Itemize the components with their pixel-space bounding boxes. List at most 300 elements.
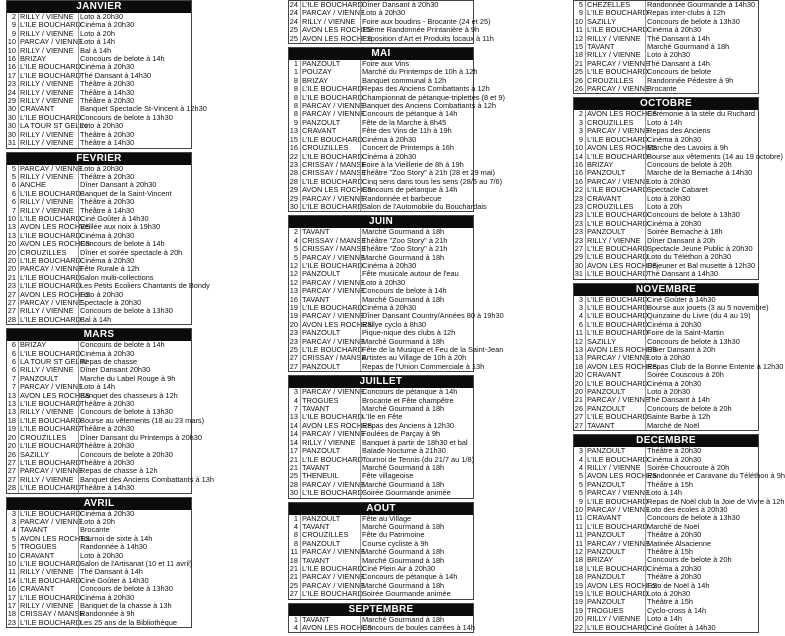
event-place: PARCAY / VIENNE <box>587 58 650 68</box>
event-day: 20 <box>7 247 16 257</box>
event-event: Loto à 20h <box>645 203 758 211</box>
event-event: Théâtre à 20h30 <box>78 97 191 105</box>
event-event: Spectacle à 20h30 <box>78 299 191 307</box>
event-day: 14 <box>289 437 298 447</box>
event-day: 30 <box>7 129 16 139</box>
event-event: Loto à 20h30 <box>78 13 191 21</box>
event-place: L'ILE BOUCHARD <box>20 213 81 223</box>
event-day: 27 <box>7 306 16 316</box>
event-place: L'ILE BOUCHARD <box>20 20 81 30</box>
event-place: THENEUIL <box>300 472 360 480</box>
event-event: Quinzaine du Livre (du 4 au 19) <box>645 312 758 320</box>
event-place: PANZOULT <box>300 270 360 278</box>
event-place: RILLY / VIENNE <box>18 408 78 416</box>
event-event: Randonnée et barbecue <box>360 195 473 203</box>
event-event: Marche des Lavoirs à 9h <box>645 144 758 152</box>
event-day: 6 <box>11 348 16 358</box>
month-header: JANVIER <box>7 1 191 13</box>
event-day: 18 <box>574 555 583 565</box>
event-place: BRIZAY <box>18 55 78 63</box>
event-day: 24 <box>7 87 16 97</box>
event-event: Concours de pétanque à 14h <box>360 186 473 194</box>
event-day: 13 <box>7 399 16 409</box>
event-place: L'ILE BOUCHARD <box>302 454 363 464</box>
event-place: RILLY / VIENNE <box>18 97 78 105</box>
event-place: BRIZAY <box>585 161 645 169</box>
event-event: Cinéma à 20h30 <box>360 153 473 161</box>
event-row <box>289 33 494 43</box>
event-place: AVON LES ROCHES <box>587 109 658 119</box>
event-place: RILLY / VIENNE <box>18 89 78 97</box>
event-day: 19 <box>574 605 583 615</box>
event-event: Loto à 20h30 <box>645 51 758 59</box>
event-event: Concours de boules carrées à 14h <box>362 623 475 632</box>
event-place: PARCAY / VIENNE <box>302 109 365 119</box>
event-day: 11 <box>575 530 583 540</box>
event-place: AVON LES ROCHES <box>587 260 658 270</box>
event-place: CROUZILLES <box>300 531 360 539</box>
event-place: RILLY / VIENNE <box>18 80 78 88</box>
event-day: 10 <box>574 143 583 153</box>
event-place: PARCAY / VIENNE <box>302 286 365 296</box>
event-place: L'ILE BOUCHARD <box>302 412 363 422</box>
month-header: SEPTEMBRE <box>289 604 473 616</box>
event-place: L'ILE BOUCHARD <box>587 134 648 144</box>
event-place: L'ILE BOUCHARD <box>302 345 363 355</box>
event-place: PANZOULT <box>300 329 360 337</box>
event-event: Randonnée et Caravane du Téléthon à 9h <box>647 471 785 481</box>
event-event: Théâtre à 20h30 <box>645 573 758 581</box>
event-day: 18 <box>7 609 16 619</box>
event-day: 11 <box>575 513 583 523</box>
month-section <box>288 215 504 372</box>
event-day: 18 <box>574 563 583 573</box>
event-event: Brocante <box>78 526 191 534</box>
event-event: Théâtre à 14h30 <box>78 207 191 215</box>
event-day: 12 <box>289 277 298 287</box>
event-event: Loto à 20h30 <box>78 552 191 560</box>
event-place: LA TOUR ST GELIN <box>20 357 87 367</box>
event-day: 16 <box>574 168 583 178</box>
event-day: 4 <box>293 235 298 245</box>
event-place: L'ILE BOUCHARD <box>302 488 363 498</box>
month-header: FEVRIER <box>7 153 191 165</box>
event-place: L'ILE BOUCHARD <box>20 415 81 425</box>
event-place: L'ILE BOUCHARD <box>20 112 81 122</box>
event-place: PANZOULT <box>585 548 645 556</box>
event-place: PANZOULT <box>300 363 360 371</box>
event-place: L'ILE BOUCHARD <box>587 294 648 304</box>
event-event: Loto à 20h30 <box>645 354 758 362</box>
event-place: PARCAY / VIENNE <box>20 382 83 392</box>
event-event: Marché Gourmand à 18h <box>360 338 473 346</box>
event-event: Marché Gourmand à 18h <box>360 405 473 413</box>
event-place: L'ILE BOUCHARD <box>587 243 648 253</box>
event-event: Théâtre à 20h30 <box>78 198 191 206</box>
event-place: RILLY / VIENNE <box>18 47 78 55</box>
event-event: Théâtre à 20h30 <box>645 531 758 539</box>
event-event: Concours de belote à 13h30 <box>645 18 758 26</box>
event-event: Loto de Noël à 14h <box>645 582 758 590</box>
event-place: PARCAY / VIENNE <box>20 163 83 173</box>
event-day: 26 <box>574 75 583 85</box>
event-day: 14 <box>289 420 298 430</box>
event-day: 5 <box>578 488 583 498</box>
event-event: Matinée Alsacienne <box>645 540 758 548</box>
event-place: L'ILE BOUCHARD <box>587 328 648 338</box>
event-day: 8 <box>293 538 298 548</box>
month-header: AOUT <box>289 503 473 515</box>
event-event: Loto à 20h <box>78 518 191 526</box>
event-event: Les Petits Ecoliers Chantants de Bondy <box>80 281 210 291</box>
event-event: Dîner Dansant Country/Années 80 à 19h30 <box>362 311 504 321</box>
event-day: 18 <box>574 361 583 371</box>
event-place: L'ILE BOUCHARD <box>587 210 648 220</box>
event-event: Marché Gourmand à 18h <box>645 43 758 51</box>
event-day: 23 <box>574 201 583 211</box>
event-event: Tournoi de sixte à 14h <box>78 535 191 543</box>
event-day: 11 <box>575 521 583 531</box>
event-place: PARCAY / VIENNE <box>302 277 365 287</box>
event-day: 20 <box>7 432 16 442</box>
event-day: 6 <box>11 340 16 350</box>
event-event: Ciné Goûter à 14h30 <box>78 577 191 585</box>
month-section <box>288 502 474 600</box>
event-event: Cinéma à 20h30 <box>78 63 191 71</box>
event-place: L'ILE BOUCHARD <box>587 151 648 161</box>
event-event: Cinéma à 20h30 <box>78 594 191 602</box>
event-place: PARCAY / VIENNE <box>302 572 365 582</box>
event-day: 28 <box>289 479 298 489</box>
event-day: 12 <box>289 260 298 270</box>
event-day: 3 <box>578 126 583 136</box>
event-event: Marché Gourmand à 18h <box>360 616 473 624</box>
event-event: Les 25 ans de la Bibliothèque <box>78 619 191 627</box>
event-day: 16 <box>7 54 16 64</box>
event-day: 1 <box>293 513 298 523</box>
event-day: 27 <box>7 298 16 307</box>
event-day: 30 <box>574 260 583 270</box>
event-event: Fête des Vins de 11h à 19h <box>360 127 473 135</box>
event-event: Théâtre à 15h <box>645 598 758 606</box>
event-event: Loto à 20h30 <box>645 178 758 186</box>
event-place: L'ILE BOUCHARD <box>20 508 81 518</box>
event-place: L'ILE BOUCHARD <box>20 314 81 324</box>
event-event: Ciné Goûter à 14h30 <box>645 296 758 304</box>
event-day: 13 <box>289 286 298 296</box>
month-section <box>573 434 785 633</box>
event-place: PARCAY / VIENNE <box>302 580 365 590</box>
event-day: 13 <box>289 412 298 422</box>
event-day: 27 <box>7 457 16 467</box>
event-place: PANZOULT <box>300 515 360 523</box>
event-day: 23 <box>289 328 298 338</box>
event-day: 20 <box>7 255 16 265</box>
event-event: Repas des Anciens à 12h30 <box>360 422 473 430</box>
event-place: TAVANT <box>300 228 360 236</box>
event-place: L'ILE BOUCHARD <box>302 0 363 9</box>
event-event: Concours de belote à 14h <box>78 55 191 63</box>
month-header: MAI <box>289 48 473 60</box>
event-day: 19 <box>289 303 298 312</box>
event-place: L'ILE BOUCHARD <box>587 496 648 506</box>
event-event: Banquet de la chasse à 13h <box>78 602 191 610</box>
event-event: Thé Dansant à 14h <box>645 35 758 43</box>
event-place: L'ILE BOUCHARD <box>587 454 648 464</box>
event-place: RILLY / VIENNE <box>585 615 645 623</box>
calendar-column <box>573 0 785 636</box>
event-place: RILLY / VIENNE <box>18 568 78 576</box>
event-place: L'ILE BOUCHARD <box>20 424 81 434</box>
event-day: 8 <box>293 75 298 85</box>
event-day: 6 <box>11 180 16 190</box>
event-day: 2 <box>11 12 16 21</box>
event-place: L'ILE BOUCHARD <box>302 303 363 312</box>
event-place: AVON LES ROCHES <box>302 25 373 35</box>
event-event: Théâtre à 20h30 <box>78 80 191 88</box>
event-event: Cinéma à 20h30 <box>78 350 191 358</box>
event-place: PANZOULT <box>585 447 645 455</box>
event-place: AVON LES ROCHES <box>20 289 91 299</box>
event-event: Dîner Dansant à 20h30 <box>360 1 473 9</box>
event-place: PARCAY / VIENNE <box>587 504 650 514</box>
event-place: TAVANT <box>585 422 645 430</box>
event-event: Loto à 14h <box>78 38 191 46</box>
event-event: Marché de Noël <box>645 523 758 531</box>
event-place: L'ILE BOUCHARD <box>302 84 363 94</box>
event-event: Concours de belote à 13h30 <box>645 211 758 219</box>
event-place: PARCAY / VIENNE <box>302 8 365 18</box>
event-place: AVON LES ROCHES <box>20 239 91 249</box>
event-place: PANZOULT <box>300 447 360 455</box>
event-day: 11 <box>8 567 16 577</box>
event-event: Loto à 14h <box>645 119 758 127</box>
event-day: 28 <box>7 483 16 493</box>
event-row <box>289 201 487 211</box>
event-day: 23 <box>574 235 583 245</box>
event-place: L'ILE BOUCHARD <box>20 230 81 240</box>
event-place: PARCAY / VIENNE <box>587 395 650 405</box>
event-event: Concours de belote à 13h30 <box>78 114 191 122</box>
event-event: Salon de l'Artisanat (10 et 11 avril) <box>80 558 193 568</box>
event-event: Cinéma à 20h30 <box>360 304 473 312</box>
event-event: Banquet des Anciens Combattants à 13h <box>80 474 214 484</box>
event-event: Cinéma à 20h30 <box>360 262 473 270</box>
event-event: Repas de Noël club la Joie de Vivre à 12h <box>647 496 785 506</box>
event-day: 23 <box>289 159 298 169</box>
event-day: 30 <box>7 121 16 131</box>
event-row <box>574 270 758 278</box>
event-day: 26 <box>574 403 583 413</box>
event-event: Théâtre à 15h <box>645 481 758 489</box>
event-event: Salon multi-collections <box>78 274 191 282</box>
event-place: PARCAY / VIENNE <box>302 429 365 439</box>
event-place: PARCAY / VIENNE <box>587 538 650 548</box>
event-event: Ciné Plein Air à 20h30 <box>360 565 473 573</box>
event-place: RILLY / VIENNE <box>18 30 78 38</box>
event-event: Foire à la Vieillerie de 8h à 19h <box>360 161 473 169</box>
event-day: 16 <box>7 584 16 594</box>
event-day: 4 <box>578 311 583 321</box>
event-day: 30 <box>289 488 298 498</box>
event-day: 8 <box>293 84 298 94</box>
event-day: 5 <box>293 252 298 262</box>
event-place: AVON LES ROCHES <box>20 533 91 543</box>
event-day: 11 <box>575 25 583 35</box>
event-row <box>7 139 191 147</box>
event-day: 10 <box>7 550 16 560</box>
event-place: SAZILLY <box>18 451 78 459</box>
event-day: 27 <box>574 243 583 253</box>
event-place: L'ILE BOUCHARD <box>587 412 648 422</box>
event-place: AVON LES ROCHES <box>587 361 658 371</box>
event-place: TAVANT <box>18 526 78 534</box>
event-event: L'Ile en Fête <box>360 413 473 421</box>
event-event: Marché Gourmand à 18h <box>360 557 473 565</box>
event-event: Concours de belote <box>645 68 758 76</box>
event-event: Marché Gourmand à 18h <box>360 228 473 236</box>
event-place: PARCAY / VIENNE <box>302 547 365 557</box>
event-event: Soirée Choucroute à 20h <box>645 464 758 472</box>
event-day: 29 <box>289 193 298 203</box>
event-day: 11 <box>575 328 583 338</box>
event-day: 27 <box>289 361 298 371</box>
event-day: 7 <box>11 205 16 215</box>
event-place: L'ILE BOUCHARD <box>20 457 81 467</box>
event-event: Brocante <box>645 85 758 93</box>
event-place: PANZOULT <box>300 540 360 548</box>
event-day: 26 <box>7 449 16 459</box>
event-event: Concours de belote à 13h30 <box>78 408 191 416</box>
month-section <box>6 497 192 629</box>
month-header: JUIN <box>289 216 473 228</box>
event-place: TAVANT <box>300 296 360 304</box>
event-day: 30 <box>289 201 298 211</box>
event-day: 18 <box>574 572 583 582</box>
event-event: Loto des écoles à 20h30 <box>645 506 758 514</box>
event-event: Spectacle Cabaret <box>645 186 758 194</box>
event-place: PARCAY / VIENNE <box>302 336 365 346</box>
event-place: RILLY / VIENNE <box>18 131 78 139</box>
event-event: Fête Rurale à 12h <box>78 265 191 273</box>
event-event: Foire aux boudins - Brocante (24 et 25) <box>362 16 491 26</box>
event-event: Bourse aux jouets (3 au 5 novembre) <box>647 303 769 312</box>
event-place: AVON LES ROCHES <box>20 222 91 232</box>
event-place: L'ILE BOUCHARD <box>587 252 648 262</box>
event-event: Concours de pétanque à 14h <box>360 573 473 581</box>
event-event: Randonnée à 9h <box>78 610 191 618</box>
event-place: L'ILE BOUCHARD <box>302 260 363 270</box>
event-event: Banquet de la Saint-Vincent <box>78 190 191 198</box>
event-day: 13 <box>7 222 16 232</box>
event-place: BRIZAY <box>18 341 78 349</box>
event-place: TROGUES <box>585 607 645 615</box>
event-day: 9 <box>11 20 16 30</box>
event-event: Loto à 20h30 <box>645 388 758 396</box>
event-event: Théâtre à 20h30 <box>78 442 191 450</box>
event-place: AVON LES ROCHES <box>302 185 373 195</box>
event-event: Théâtre à 14h30 <box>78 484 191 492</box>
event-day: 23 <box>574 210 583 220</box>
event-event: Tournoi de Tennis (du 21/7 au 1/8) <box>362 454 475 464</box>
event-place: CROUZILLES <box>585 119 645 127</box>
event-event: Cinq sens dans tous les sens (28/5 au 7/6) <box>362 176 503 186</box>
event-event: Dîner Dansant du Printemps à 20h30 <box>80 432 203 442</box>
event-event: 15ème Randonnée Printanière à 9h <box>362 25 480 35</box>
event-place: CROUZILLES <box>18 434 78 442</box>
event-day: 4 <box>293 623 298 632</box>
event-event: Marché Gourmand à 18h <box>360 296 473 304</box>
event-day: 8 <box>293 92 298 102</box>
event-row <box>574 624 758 632</box>
event-day: 24 <box>289 16 298 26</box>
event-day: 10 <box>574 504 583 514</box>
event-place: L'ILE BOUCHARD <box>20 70 81 80</box>
event-day: 31 <box>7 138 16 148</box>
event-place: TAVANT <box>300 405 360 413</box>
event-event: Marché du Printemps de 10h à 12h <box>362 67 478 77</box>
event-place: PARCAY / VIENNE <box>587 84 650 94</box>
event-day: 28 <box>289 176 298 186</box>
event-place: L'ILE BOUCHARD <box>587 8 648 18</box>
event-event: Théâtre à 20h30 <box>78 131 191 139</box>
event-day: 4 <box>293 395 298 405</box>
event-day: 1 <box>293 67 298 77</box>
event-place: BRIZAY <box>300 77 360 85</box>
event-day: 16 <box>289 294 298 304</box>
event-event: Concours de belote à 14h <box>360 287 473 295</box>
event-event: Cinéma à 20h30 <box>645 136 758 144</box>
event-row <box>289 624 473 632</box>
event-event: Soirée Bernache à 18h <box>645 228 758 236</box>
event-place: L'ILE BOUCHARD <box>20 592 81 602</box>
event-place: RILLY / VIENNE <box>18 602 78 610</box>
event-event: Marché Gourmand à 18h <box>360 464 473 472</box>
event-event: Randonnée à 14h30 <box>78 543 191 551</box>
event-event: Fête de la Marche à 8h45 <box>360 119 473 127</box>
event-place: CROUZILLES <box>585 77 645 85</box>
event-day: 15 <box>289 134 298 144</box>
event-day: 17 <box>289 446 298 456</box>
event-day: 24 <box>289 8 298 18</box>
event-place: L'ILE BOUCHARD <box>587 25 648 35</box>
event-event: Théâtre à 20h30 <box>645 447 758 455</box>
event-day: 18 <box>289 555 298 565</box>
event-event: Repas des Anciens Combattants à 12h <box>362 84 490 94</box>
event-place: CRISSAY / MANSE <box>302 159 367 169</box>
event-place: CRAVANT <box>585 371 645 379</box>
event-day: 31 <box>574 269 583 279</box>
event-day: 21 <box>574 58 583 68</box>
event-event: Dîner Dansant à 20h <box>645 346 758 354</box>
calendar-column <box>6 0 214 631</box>
event-place: L'ILE BOUCHARD <box>587 319 648 329</box>
event-event: Théâtre "Zoo Story" à 21h (28 et 29 mai) <box>362 168 496 178</box>
event-day: 8 <box>293 109 298 119</box>
event-place: RILLY / VIENNE <box>300 18 360 26</box>
event-day: 20 <box>574 370 583 380</box>
event-day: 23 <box>574 193 583 203</box>
event-day: 27 <box>574 420 583 430</box>
event-event: Loto à 14h <box>645 489 758 497</box>
event-place: L'ILE BOUCHARD <box>302 201 363 211</box>
event-day: 3 <box>293 387 298 397</box>
event-event: Loto à 20h30 <box>645 195 758 203</box>
event-day: 5 <box>578 0 583 9</box>
event-event: Concours de belote à 20h <box>645 556 758 564</box>
event-place: CROUZILLES <box>585 203 645 211</box>
event-place: PARCAY / VIENNE <box>20 264 83 274</box>
